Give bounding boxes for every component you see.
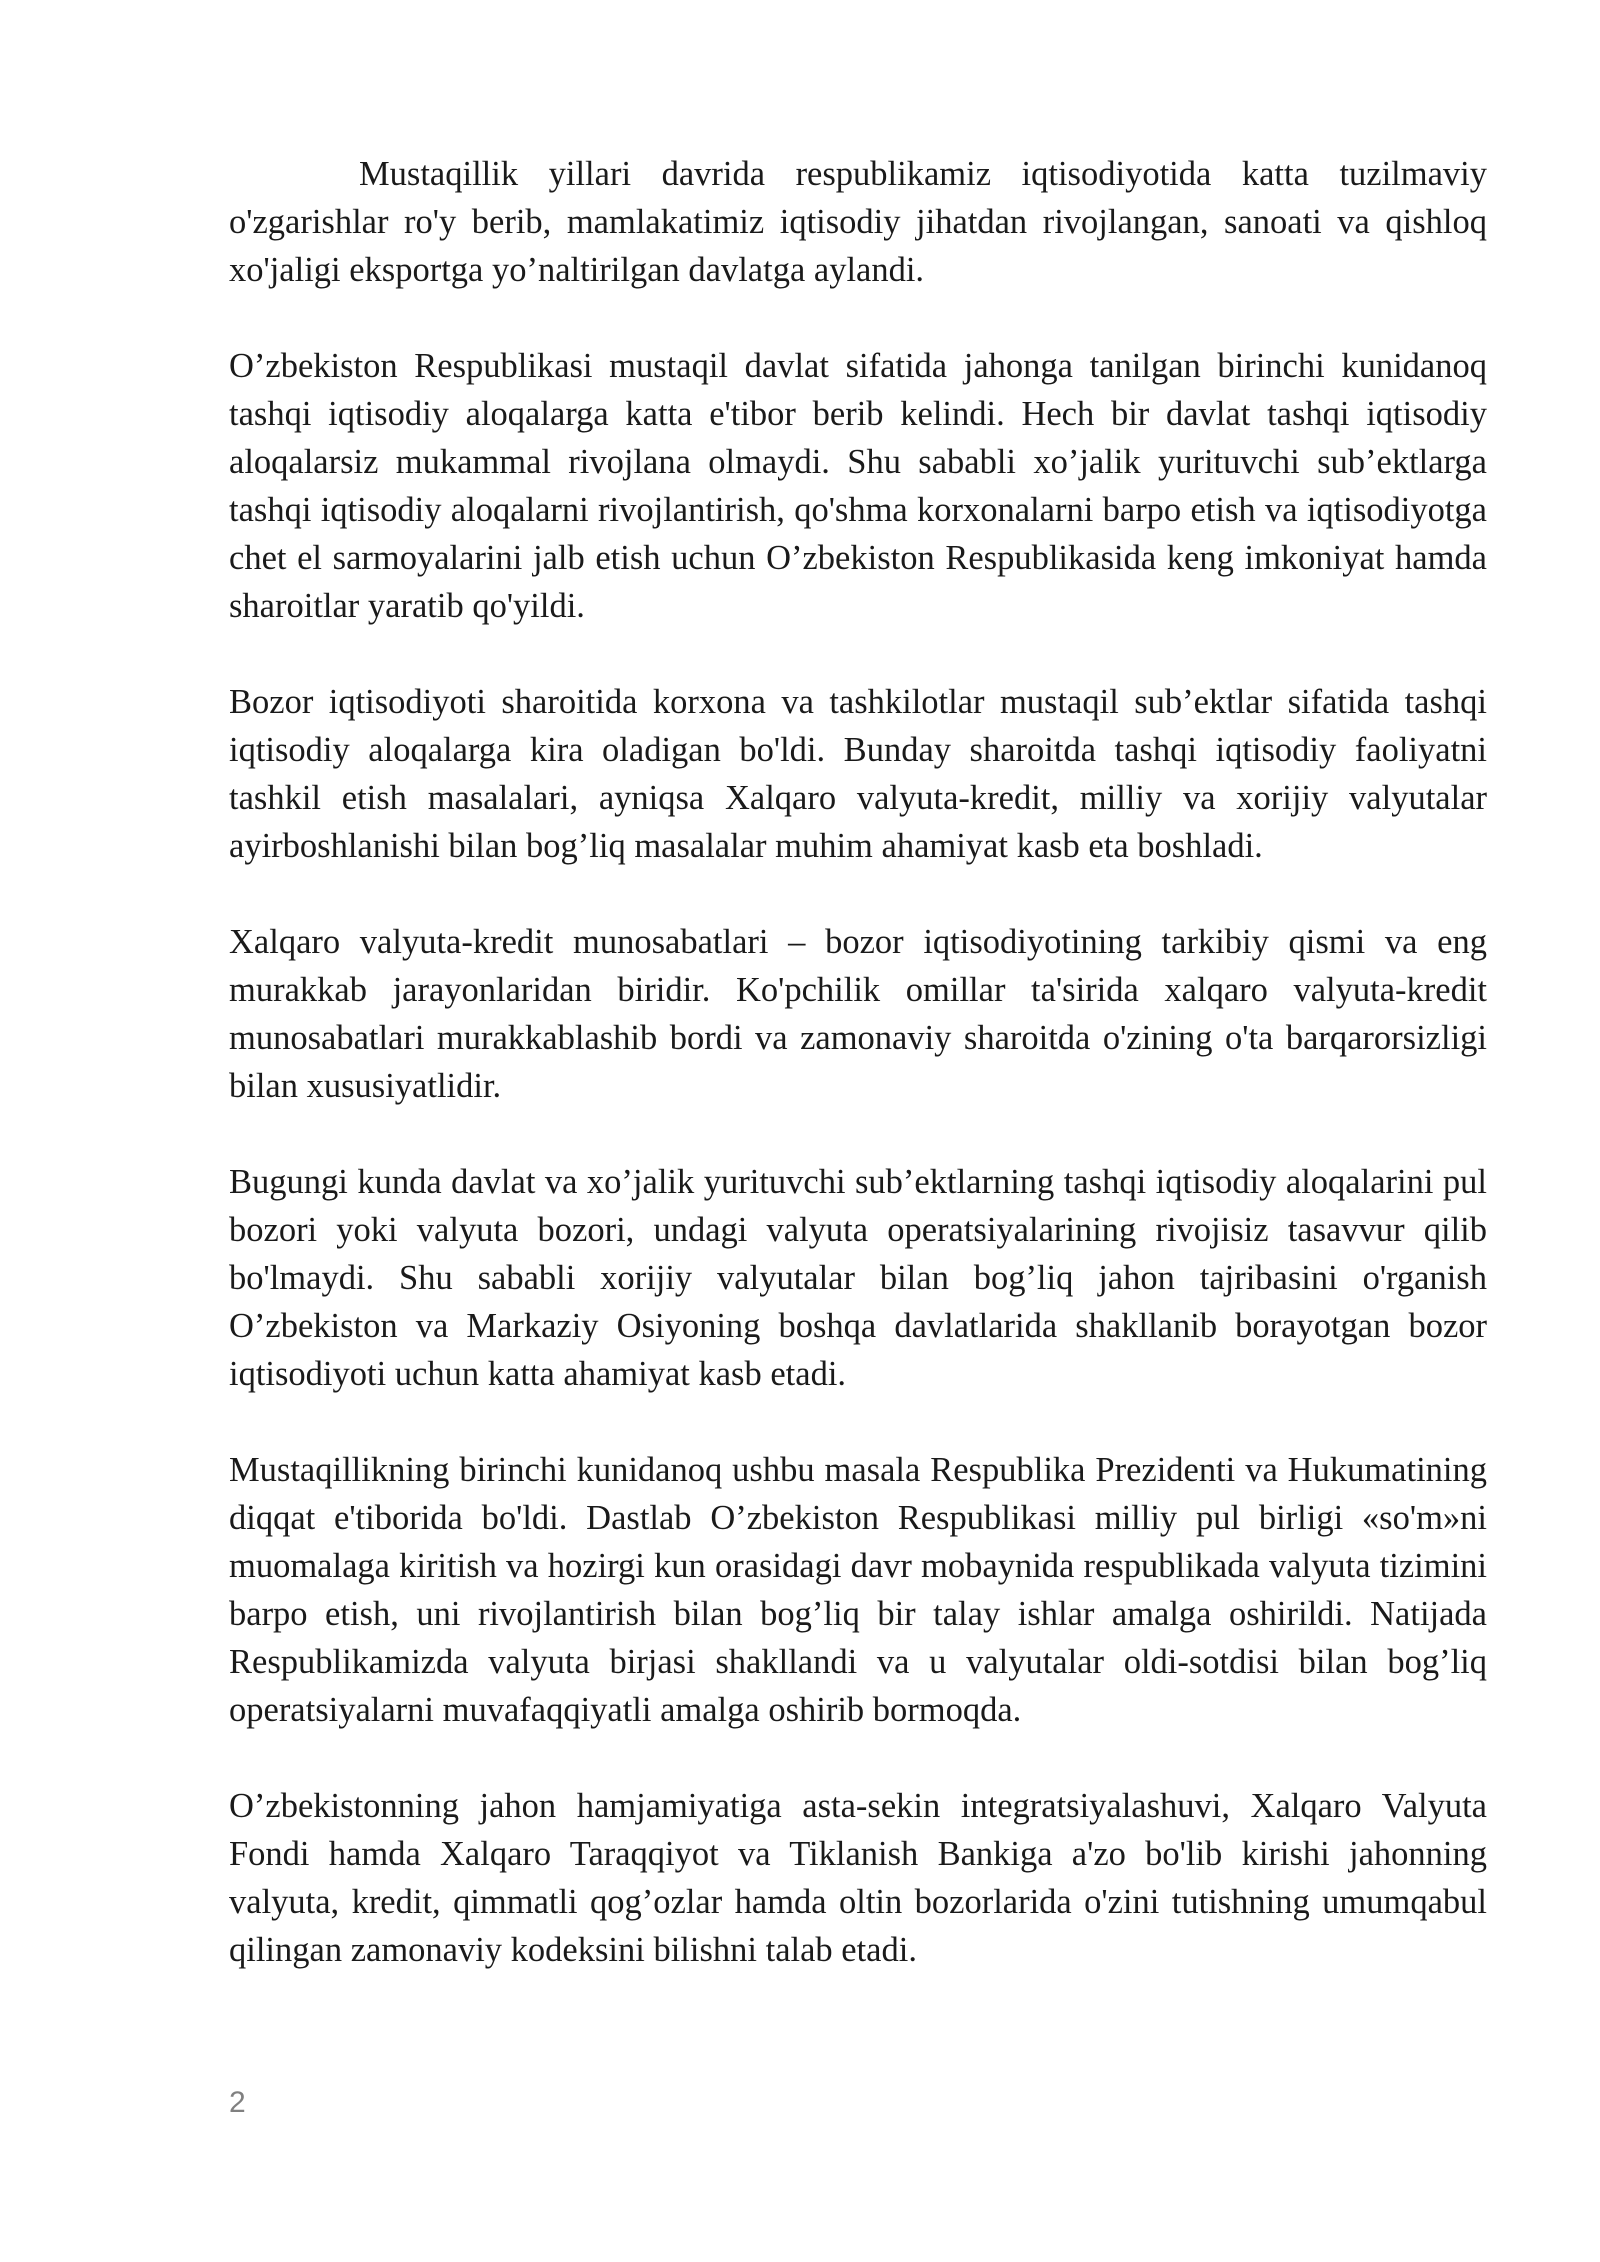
paragraph-5: Bugungi kunda davlat va xo’jalik yurituvchi sub’ektlarning tashqi iqtisodiy aloqalarini pul bozori yoki valyuta bozori, undagi valyuta operatsiyalarining rivojisiz tasavvur qilib bo'lmaydi. Shu sababli xorijiy valyutalar bilan bog’liq jahon tajribasini o'rganish O’zbekiston va Markaziy Osiyoning boshqa davlatlarida shakllanib borayotgan bozor iqtisodiyoti uchun katta ahamiyat kasb etadi. (229, 1163, 1487, 1393)
paragraph-7: O’zbekistonning jahon hamjamiyatiga asta-sekin integratsiyalashuvi, Xalqaro Valyuta Fondi hamda Xalqaro Taraqqiyot va Tiklanish Bankiga a'zo bo'lib kirishi jahonning valyuta, kredit, qimmatli qog’ozlar hamda oltin bozorlarida o'zini tutishning umumqabul qilingan zamonaviy kodeksini bilishni talab etadi. (229, 1787, 1487, 1969)
paragraph-1: Mustaqillik yillari davrida respublikamiz iqtisodiyotida katta tuzilmaviy o'zgarishlar ro'y berib, mamlakatimiz iqtisodiy jihatdan rivojlangan, sanoati va qishloq xo'jaligi eksportga yo’naltirilgan davlatga aylandi. (229, 155, 1487, 289)
document-body (229, 150, 1487, 2022)
paragraph-3: Bozor iqtisodiyoti sharoitida korxona va tashkilotlar mustaqil sub’ektlar sifatida tashqi iqtisodiy aloqalarga kira oladigan bo'ldi. Bunday sharoitda tashqi iqtisodiy faoliyatni tashkil etish masalalari, ayniqsa Xalqaro valyuta-kredit, milliy va xorijiy valyutalar ayirboshlanishi bilan bog’liq masalalar muhim ahamiyat kasb eta boshladi. (229, 683, 1487, 865)
paragraph-4: Xalqaro valyuta-kredit munosabatlari – bozor iqtisodiyotining tarkibiy qismi va eng murakkab jarayonlaridan biridir. Ko'pchilik omillar ta'sirida xalqaro valyuta-kredit munosabatlari murakkablashib bordi va zamonaviy sharoitda o'zining o'ta barqarorsizligi bilan xususiyatlidir. (229, 923, 1487, 1105)
page-number: 2 (229, 2086, 246, 2119)
paragraph-6: Mustaqillikning birinchi kunidanoq ushbu masala Respublika Prezidenti va Hukumatining diqqat e'tiborida bo'ldi. Dastlab O’zbekiston Respublikasi milliy pul birligi «so'm»ni muomalaga kiritish va hozirgi kun orasidagi davr mobaynida respublikada valyuta tizimini barpo etish, uni rivojlantirish bilan bog’liq bir talay ishlar amalga oshirildi. Natijada Respublikamizda valyuta birjasi shakllandi va u valyutalar oldi-sotdisi bilan bog’liq operatsiyalarni muvafaqqiyatli amalga oshirib bormoqda. (229, 1451, 1487, 1729)
paragraph-2: O’zbekiston Respublikasi mustaqil davlat sifatida jahonga tanilgan birinchi kunidanoq tashqi iqtisodiy aloqalarga katta e'tibor berib kelindi. Hech bir davlat tashqi iqtisodiy aloqalarsiz mukammal rivojlana olmaydi. Shu sababli xo’jalik yurituvchi sub’ektlarga tashqi iqtisodiy aloqalarni rivojlantirish, qo'shma korxonalarni barpo etish va iqtisodiyotga chet el sarmoyalarini jalb etish uchun O’zbekiston Respublikasida keng imkoniyat hamda sharoitlar yaratib qo'yildi. (229, 347, 1487, 625)
